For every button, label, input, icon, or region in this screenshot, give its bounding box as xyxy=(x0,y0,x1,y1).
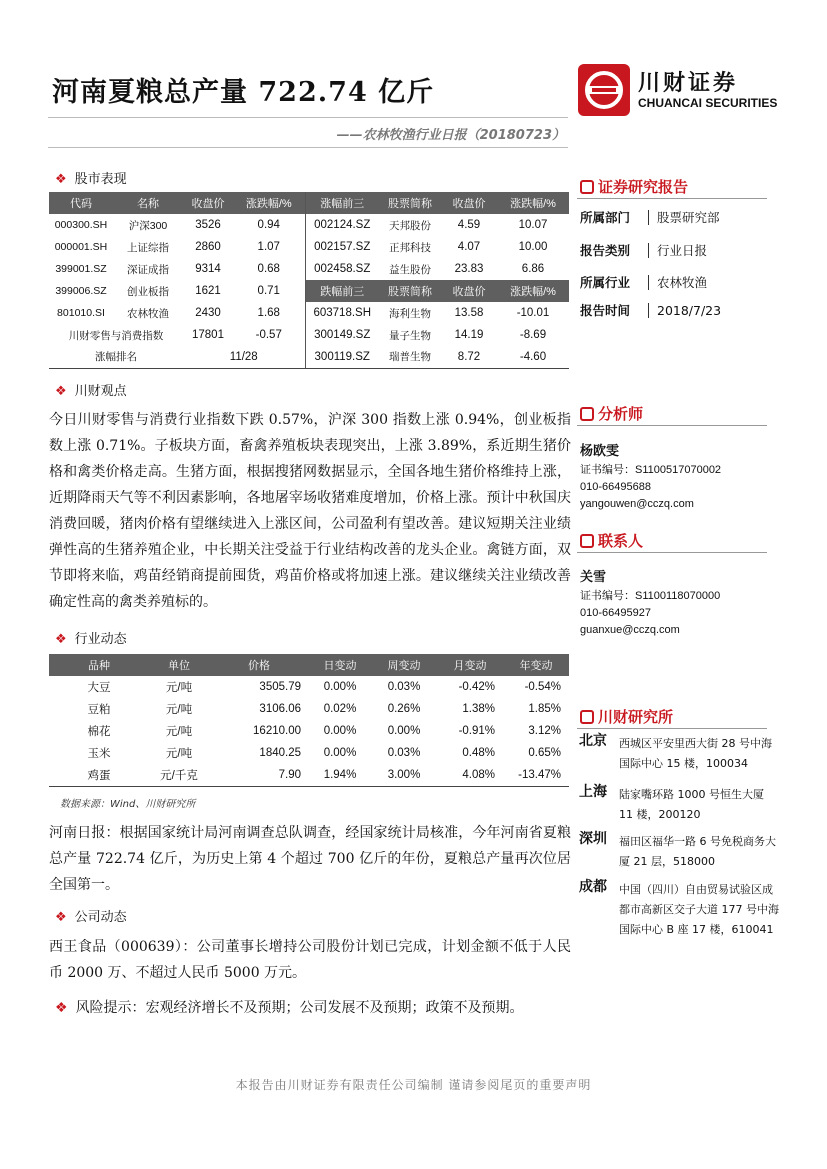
contact-icon xyxy=(580,534,594,548)
contact-email[interactable]: guanxue@cczq.com xyxy=(580,624,680,636)
report-heading: 证券研究报告 xyxy=(580,176,688,197)
section-industry-heading: ❖ 行业动态 xyxy=(55,632,127,647)
contact-cert: 证书编号：S1100118070000 xyxy=(580,590,721,602)
diamond-bullet-icon: ❖ xyxy=(55,1000,68,1016)
logo-text-cn: 川财证券 xyxy=(638,71,739,96)
info-industry: 所属行业 农林牧渔 xyxy=(580,275,708,290)
diamond-bullet-icon: ❖ xyxy=(55,910,67,925)
table-row: 大豆 元/吨 3505.79 0.00% 0.03% -0.42% -0.54% xyxy=(87,681,561,694)
institute-heading: 川财研究所 xyxy=(580,706,673,727)
table-row: 玉米 元/吨 1840.25 0.00% 0.03% 0.48% 0.65% xyxy=(87,747,561,760)
office-address-shenzhen: 福田区福华一路 6 号免税商务大厦 21 层，518000 xyxy=(619,835,776,868)
office-address-shanghai: 陆家嘴环路 1000 号恒生大厦 11 楼，200120 xyxy=(619,788,764,821)
diamond-bullet-icon: ❖ xyxy=(55,384,67,399)
analyst-name: 杨欧雯 xyxy=(580,444,620,459)
logo-text-en: CHUANCAI SECURITIES xyxy=(638,96,778,110)
contact-name: 关雪 xyxy=(580,570,607,585)
subtitle-divider xyxy=(48,147,568,148)
table-row: 涨幅排名 11/28 300119.SZ 瑞普生物 8.72 -4.60 xyxy=(49,346,569,368)
industry-table xyxy=(49,654,569,787)
section-company-heading: ❖ 公司动态 xyxy=(55,910,127,925)
market-table xyxy=(49,192,569,369)
henan-paragraph: 河南日报：根据国家统计局河南调查总队调查，经国家统计局核准，今年河南省夏粮总产量 722.74 亿斤，为历史上第 4 个超过 700 亿斤的年份，夏粮总产量再次位居全国第一。 xyxy=(49,825,571,893)
data-source-note: 数据来源：Wind、川财研究所 xyxy=(60,799,196,810)
office-address-chengdu: 中国（四川）自由贸易试验区成都市高新区交子大道 177 号中海国际中心 B 座 17 楼，610041 xyxy=(619,883,779,936)
section-view-heading: ❖ 川财观点 xyxy=(55,384,127,399)
office-city-shanghai: 上海 xyxy=(579,784,607,800)
company-paragraph: 西王食品（000639）：公司董事长增持公司股份计划已完成，计划金额不低于人民币 2000 万、不超过人民币 5000 万元。 xyxy=(49,939,571,981)
side-divider xyxy=(577,198,767,199)
side-divider xyxy=(577,728,767,729)
institute-icon xyxy=(580,710,594,724)
diamond-bullet-icon: ❖ xyxy=(55,172,67,187)
side-divider xyxy=(577,552,767,553)
page-title: 河南夏粮总产量 722.74 亿斤 xyxy=(52,77,435,108)
info-category: 报告类别 行业日报 xyxy=(580,243,708,258)
office-city-beijing: 北京 xyxy=(579,733,607,749)
diamond-bullet-icon: ❖ xyxy=(55,632,67,647)
table-row: 川财零售与消费指数 17801 -0.57 300149.SZ 量子生物 14.19 -8.69 xyxy=(49,324,569,346)
table-row: 000300.SH 沪深300 3526 0.94 002124.SZ 天邦股份 4.59 10.07 xyxy=(49,214,569,236)
analyst-cert: 证书编号：S1100517070002 xyxy=(580,464,722,476)
risk-note: ❖ 风险提示：宏观经济增长不及预期；公司发展不及预期；政策不及预期。 xyxy=(55,1000,524,1016)
office-city-shenzhen: 深圳 xyxy=(579,831,607,847)
analyst-card xyxy=(580,442,721,513)
contact-phone: 010-66495927 xyxy=(580,607,651,619)
office-city-chengdu: 成都 xyxy=(579,879,607,895)
table-row: 000001.SH 上证综指 2860 1.07 002157.SZ 正邦科技 4.07 10.00 xyxy=(49,236,569,258)
side-divider xyxy=(577,425,767,426)
analyst-email[interactable]: yangouwen@cczq.com xyxy=(580,498,694,510)
report-icon xyxy=(580,180,594,194)
table-header-row: 品种 单位 价格 日变动 周变动 月变动 年变动 xyxy=(49,654,569,676)
section-market-heading: ❖ 股市表现 xyxy=(55,172,127,187)
logo-mark-icon xyxy=(578,64,630,116)
contact-heading: 联系人 xyxy=(580,530,643,551)
page-footer: 本报告由川财证券有限责任公司编制 谨请参阅尾页的重要声明 xyxy=(235,1078,592,1092)
company-logo xyxy=(578,64,798,120)
table-row: 棉花 元/吨 16210.00 0.00% 0.00% -0.91% 3.12% xyxy=(87,725,561,738)
analyst-phone: 010-66495688 xyxy=(580,481,651,493)
analyst-icon xyxy=(580,407,594,421)
page-subtitle: ——农林牧渔行业日报（20180723） xyxy=(336,128,565,143)
table-header-row: 代码 名称 收盘价 涨跌幅/% 涨幅前三 股票简称 收盘价 涨跌幅/% xyxy=(49,192,569,214)
table-row: 豆粕 元/吨 3106.06 0.02% 0.26% 1.38% 1.85% xyxy=(87,703,561,716)
title-divider xyxy=(48,117,568,118)
table-row: 399006.SZ 创业板指 1621 0.71 跌幅前三 股票简称 收盘价 涨跌幅/% xyxy=(49,280,569,302)
table-row: 399001.SZ 深证成指 9314 0.68 002458.SZ 益生股份 23.83 6.86 xyxy=(49,258,569,280)
analyst-heading: 分析师 xyxy=(580,403,643,424)
view-paragraph: 今日川财零售与消费行业指数下跌 0.57%，沪深 300 指数上涨 0.94%，创业板指数上涨 0.71%。子板块方面，畜禽养殖板块表现突出，上涨 3.89%，系近期生猪价格和禽类价格走高。生猪方面，根据搜猪网数据显示，全国各地生猪价格维持上涨，近期降雨天气等不利因素影响，各地屠宰场收猪难度增加，价格上涨。预计中秋国庆消费回暖，猪肉价格有望继续进入上涨区间，公司盈利有望改善。建议短期关注业绩弹性高的生猪养殖企业，中长期关注受益于行业结构改善的龙头企业。禽链方面，双节即将来临，鸡苗经销商提前囤货，鸡苗价格或将加速上涨。建议继续关注业绩改善确定性高的禽类养殖标的。 xyxy=(49,412,571,610)
table-row: 鸡蛋 元/千克 7.90 1.94% 3.00% 4.08% -13.47% xyxy=(49,764,569,786)
info-department: 所属部门 股票研究部 xyxy=(580,210,720,225)
info-date: 报告时间 2018/7/23 xyxy=(580,303,722,318)
contact-card xyxy=(580,568,720,639)
table-row: 801010.SI 农林牧渔 2430 1.68 603718.SH 海利生物 13.58 -10.01 xyxy=(49,302,569,324)
office-address-beijing: 西城区平安里西大街 28 号中海国际中心 15 楼，100034 xyxy=(619,737,772,770)
